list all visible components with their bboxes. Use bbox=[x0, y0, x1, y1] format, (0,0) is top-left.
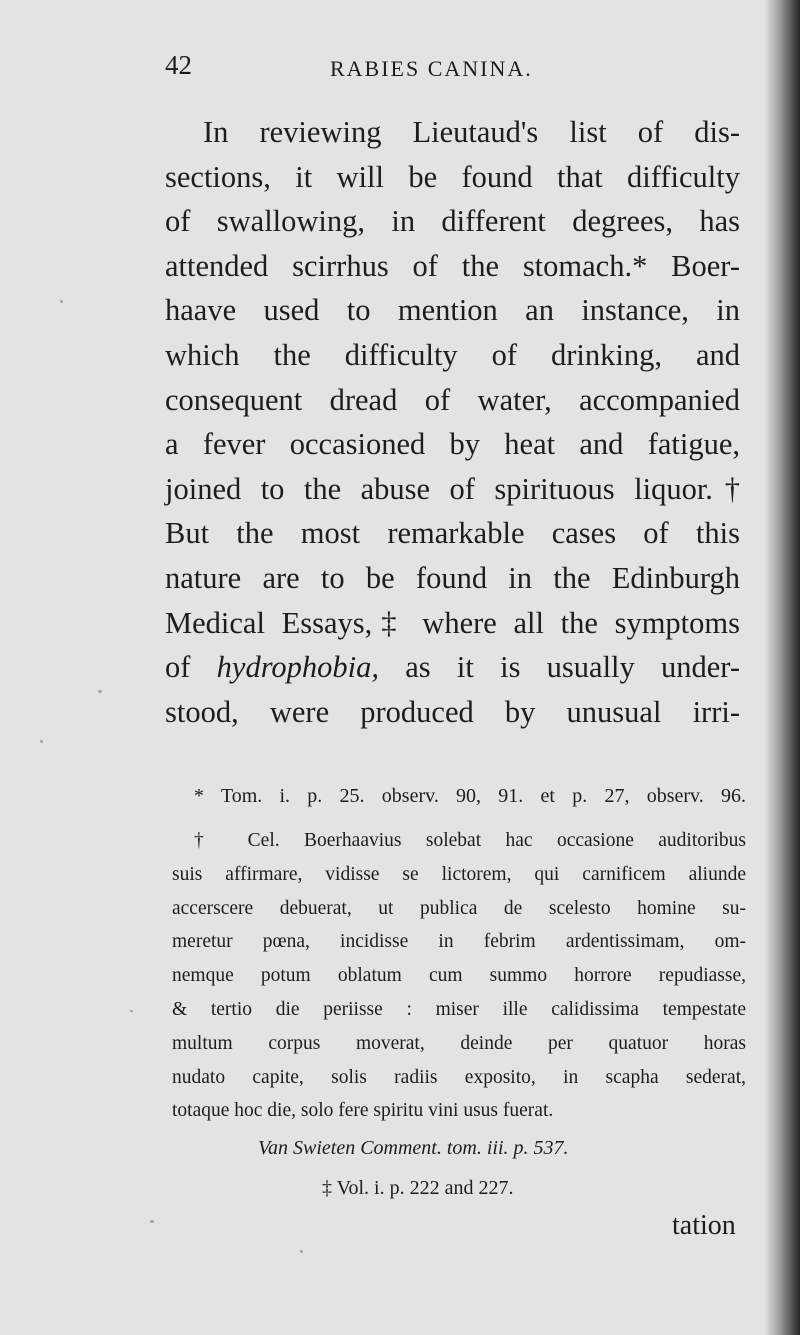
paper-speck bbox=[60, 300, 63, 303]
binding-edge bbox=[764, 0, 800, 1335]
italic-term: hydrophobia, bbox=[216, 650, 380, 685]
footnote-line: multum corpus moverat, deinde per quatuor horas bbox=[172, 1032, 746, 1054]
paper-speck bbox=[300, 1250, 303, 1253]
footnote-line: suis affirmare, vidisse se lictorem, qui carnificem aliunde bbox=[172, 863, 746, 885]
body-line: haave used to mention an instance, in bbox=[165, 293, 740, 328]
footnote-line: accerscere debuerat, ut publica de scelesto homine su- bbox=[172, 897, 746, 919]
body-line-hydrophobia bbox=[165, 645, 740, 690]
footnote-line: & tertio die periisse : miser ille calidissima tempestate bbox=[172, 998, 746, 1020]
body-line: stood, were produced by unusual irri- bbox=[165, 694, 740, 729]
footnote-double-dagger: ‡ Vol. i. p. 222 and 227. bbox=[322, 1177, 514, 1200]
footnote-line: totaque hoc die, solo fere spiritu vini usus fuerat. bbox=[172, 1100, 554, 1122]
body-line: But the most remarkable cases of this bbox=[165, 516, 740, 551]
footnote-line: nudato capite, solis radiis exposito, in scapha sederat, bbox=[172, 1066, 746, 1088]
footnote-dagger bbox=[172, 824, 746, 1128]
body-line: joined to the abuse of spirituous liquor.† bbox=[165, 471, 740, 506]
body-line: attended scirrhus of the stomach.* Boer- bbox=[165, 248, 740, 283]
footnote-spacer bbox=[172, 814, 746, 824]
page-header bbox=[165, 50, 745, 90]
body-line: consequent dread of water, accompanied bbox=[165, 382, 740, 417]
paper-speck bbox=[150, 1220, 154, 1223]
footnote-citation: Van Swieten Comment. tom. iii. p. 537. bbox=[258, 1137, 569, 1160]
body-line: Medical Essays,‡ where all the symptoms bbox=[165, 605, 740, 640]
footnote-line: † Cel. Boerhaavius solebat hac occasione auditoribus bbox=[194, 830, 746, 851]
body-line: nature are to be found in the Edinburgh bbox=[165, 560, 740, 595]
footnote-line: nemque potum oblatum cum summo horrore repudiasse, bbox=[172, 965, 746, 987]
line-part: of bbox=[165, 650, 217, 685]
footnote-star: * Tom. i. p. 25. observ. 90, 91. et p. 27, observ. 96. bbox=[194, 785, 746, 807]
paper-speck bbox=[130, 1010, 133, 1012]
footnote-line: meretur pœna, incidisse in febrim ardentissimam, om- bbox=[172, 931, 746, 953]
body-line: sections, it will be found that difficulty bbox=[165, 159, 740, 194]
paper-speck bbox=[40, 740, 43, 743]
body-line: In reviewing Lieutaud's list of dis- bbox=[203, 115, 740, 149]
body-line: which the difficulty of drinking, and bbox=[165, 337, 740, 372]
line-part: as it is usually under- bbox=[379, 650, 740, 685]
paper-speck bbox=[98, 690, 102, 693]
footnotes bbox=[172, 778, 746, 1208]
catchword: tation bbox=[672, 1210, 736, 1241]
body-line: a fever occasioned by heat and fatigue, bbox=[165, 427, 740, 462]
page-number: 42 bbox=[165, 50, 192, 80]
body-text bbox=[165, 110, 740, 734]
body-line: of swallowing, in different degrees, has bbox=[165, 204, 740, 239]
running-head: RABIES CANINA. bbox=[330, 56, 533, 81]
